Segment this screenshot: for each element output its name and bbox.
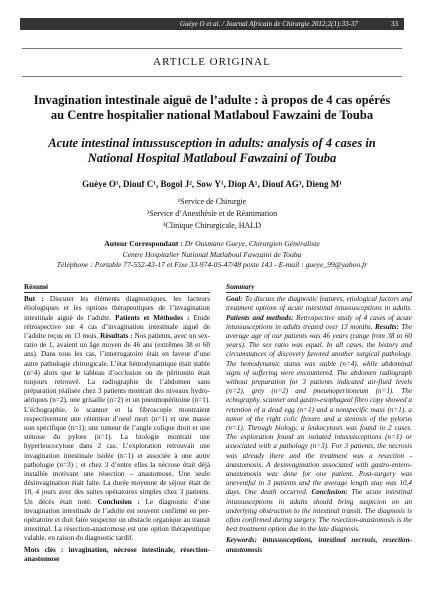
goal-label: Goal: xyxy=(226,295,243,304)
methods-text: Retrospective study of 4 cases of acute intussusceptions in adults treated over 13 months. xyxy=(226,313,412,331)
affiliation: ¹Service de Chirurgie xyxy=(177,197,247,206)
affiliations xyxy=(0,196,424,232)
running-header xyxy=(20,18,404,30)
conclusion-text: The acute intestinal intussusceptions in adults should bring suspicion on an underlying obstruction to the intestinal transit. The diagnosis is often confirmed during surgery. The resection-anastomosis is the best treatment option due to the late diagnosis. xyxy=(226,488,412,534)
results-label: Résultats : xyxy=(100,332,133,341)
conclusion-text: Le diagnostic d’une invagination intestinale de l’adulte est souvent confirmé en per-opératoire et doit faire suspecter un obstacle organique au transit intestinal. La résection-anastomose est une option thérapeutique valable, en raison du diagnostic tardif. xyxy=(24,497,210,543)
conclusion-label: Conclusion: xyxy=(311,488,348,497)
keywords-text: intussusceptions, intestinal necrosis, resection-anastomosis xyxy=(226,536,412,554)
section-label: ARTICLE ORIGINAL xyxy=(153,56,271,68)
keywords xyxy=(24,546,210,564)
results-text: Nos patients, avec un sex-ratio de 1, avaient un âge moyen de 46 ans (extrêmes 38 et 60 ans). Dans tous les cas, l’interrogatoire était en faveur d’une autre pathologie chirurgicale. L’état hémodynamique était stable (n=4) alors que le tableau d’occlusion ou de péritonite était toujours retrouvé. La radiographie de l’abdomen sans préparation réalisée chez 3 patients montrait des niveaux hydro-aériques (n=2), une grisaille (n=2) et un pneumopéritoine (n=1). L’échographie, le scanner et la fibroscopie montraient respectivement une rétention d’oeuf mort (n=1) et une masse non spécifique (n=1); une tumeur de l’angle colique droit et une sténose du pylore (n=1). La biologie montrait une hyperleucocytose dans 2 cas. L’exploration retrouvait une invagination intestinale isolée (n=1) et associée à une autre pathologie (n=3) ; et chez 3 d’entre elles la nécrose était déjà installée motivant une résection – anastomose. Une seule désinvagination était faite. La durée moyenne de séjour était de 10, 4 jours avec des suites opératoires simples chez 3 patients. Un décès était noté. xyxy=(24,332,210,506)
resume-french xyxy=(24,283,210,564)
summary-heading: Summary xyxy=(226,283,412,293)
goal-text: To discuss the diagnostic features, etiological factors and treatment options of acute intestinal intussusceptions in adults. xyxy=(226,295,412,313)
but-label: But : xyxy=(24,295,44,304)
correspondence-institution: Centre Hospitalier National Matlaboul Fawzaini de Touba xyxy=(122,249,302,259)
correspondence xyxy=(0,239,424,271)
conclusion-label: Conclusion : xyxy=(97,497,140,506)
keywords-text: invagination, nécrose intestinale, résection-anastomose xyxy=(24,545,210,563)
keywords-label: Keywords: xyxy=(226,536,257,545)
correspondence-lead: Auteur Correspondant : xyxy=(104,239,183,248)
journal-citation: Guèye O et al. / Journal Africain de Chirurgie 2012;2(1):33-37 xyxy=(179,20,358,28)
correspondence-contact: Téléphone : Portable 77-552-43-17 et Fixe 33-974-05-47/48 poste 143 - E-mail : gueye_99@yahoo.fr xyxy=(56,260,368,269)
keywords xyxy=(226,536,412,554)
results-label: Results: xyxy=(375,322,399,331)
methods-label: Patients et Méthodes : xyxy=(115,313,190,322)
methods-text: Etude rétrospective sur 4 cas d’invagination intestinale aiguë de l’adulte reçus en 13 mois. xyxy=(24,313,210,341)
page-number: 33 xyxy=(391,20,398,28)
affiliation: ³Clinique Chirurgicale, HALD xyxy=(162,221,261,230)
affiliation: ²Service d’Anesthésie et de Réanimation xyxy=(146,209,278,218)
but-text: Discuter les éléments diagnostiques, les facteurs étiologiques et les options thérapeutiques de l’invagination intestinale aiguë de l’adulte. xyxy=(24,295,210,322)
correspondence-name: Dr Ousmane Gueye, Chirurgien Généraliste xyxy=(184,239,320,248)
summary-english xyxy=(226,283,412,555)
divider xyxy=(22,76,402,77)
results-text: The average age of our patients was 46 years (range from 38 to 60 years). The sex ratio was equal. In all cases, the history and circumstances of discovery favored another surgical pathology. The hemodynamic status was stable (n=4), while abdominal signs of suffering were encountered. The abdomen radiograph without preparation for 3 patients indicated air-fluid levels (n=2), grey (n=2) and pneumoperitoneum (n=1). The echography, scanner and gastro-esophageal fibro copy showed a retention of a dead egg (n=1) and a nonspecific mass (n=1), a tumor of the right colic flexure and a stenosis of the pylorus (n=1). Through biology, a leukocytosis was found in 2 cases. The exploration found an isolated intussusceptions (n=1) or associated with a pathology (n=3). For 3 patients, the necrosis was already there and the treatment was a resection - anastomosis. A desinvagination associated with gastro-entero-anastomosis was done for one patient. Post-surgery was uneventful in 3 patients and the average length stay was 10,4 days. One death occurred. xyxy=(226,322,412,497)
methods-label: Patients and methods: xyxy=(226,313,294,322)
resume-heading: Résumé xyxy=(24,283,210,293)
keywords-label: Mots clés : xyxy=(24,545,64,554)
author-list: Guèye O¹, Diouf C¹, Bogol J², Sow Y¹, Diop A¹, Diouf AG³, Dieng M¹ xyxy=(82,179,342,189)
article-title-english: Acute intestinal intussusception in adults: analysis of 4 cases in National Hospital Matlaboul Fawzaini of Touba xyxy=(48,136,376,165)
article-title-french: Invagination intestinale aiguë de l’adulte : à propos de 4 cas opérés au Centre hospitalier national Matlaboul Fawzaini de Touba xyxy=(33,93,391,122)
divider xyxy=(22,48,402,49)
